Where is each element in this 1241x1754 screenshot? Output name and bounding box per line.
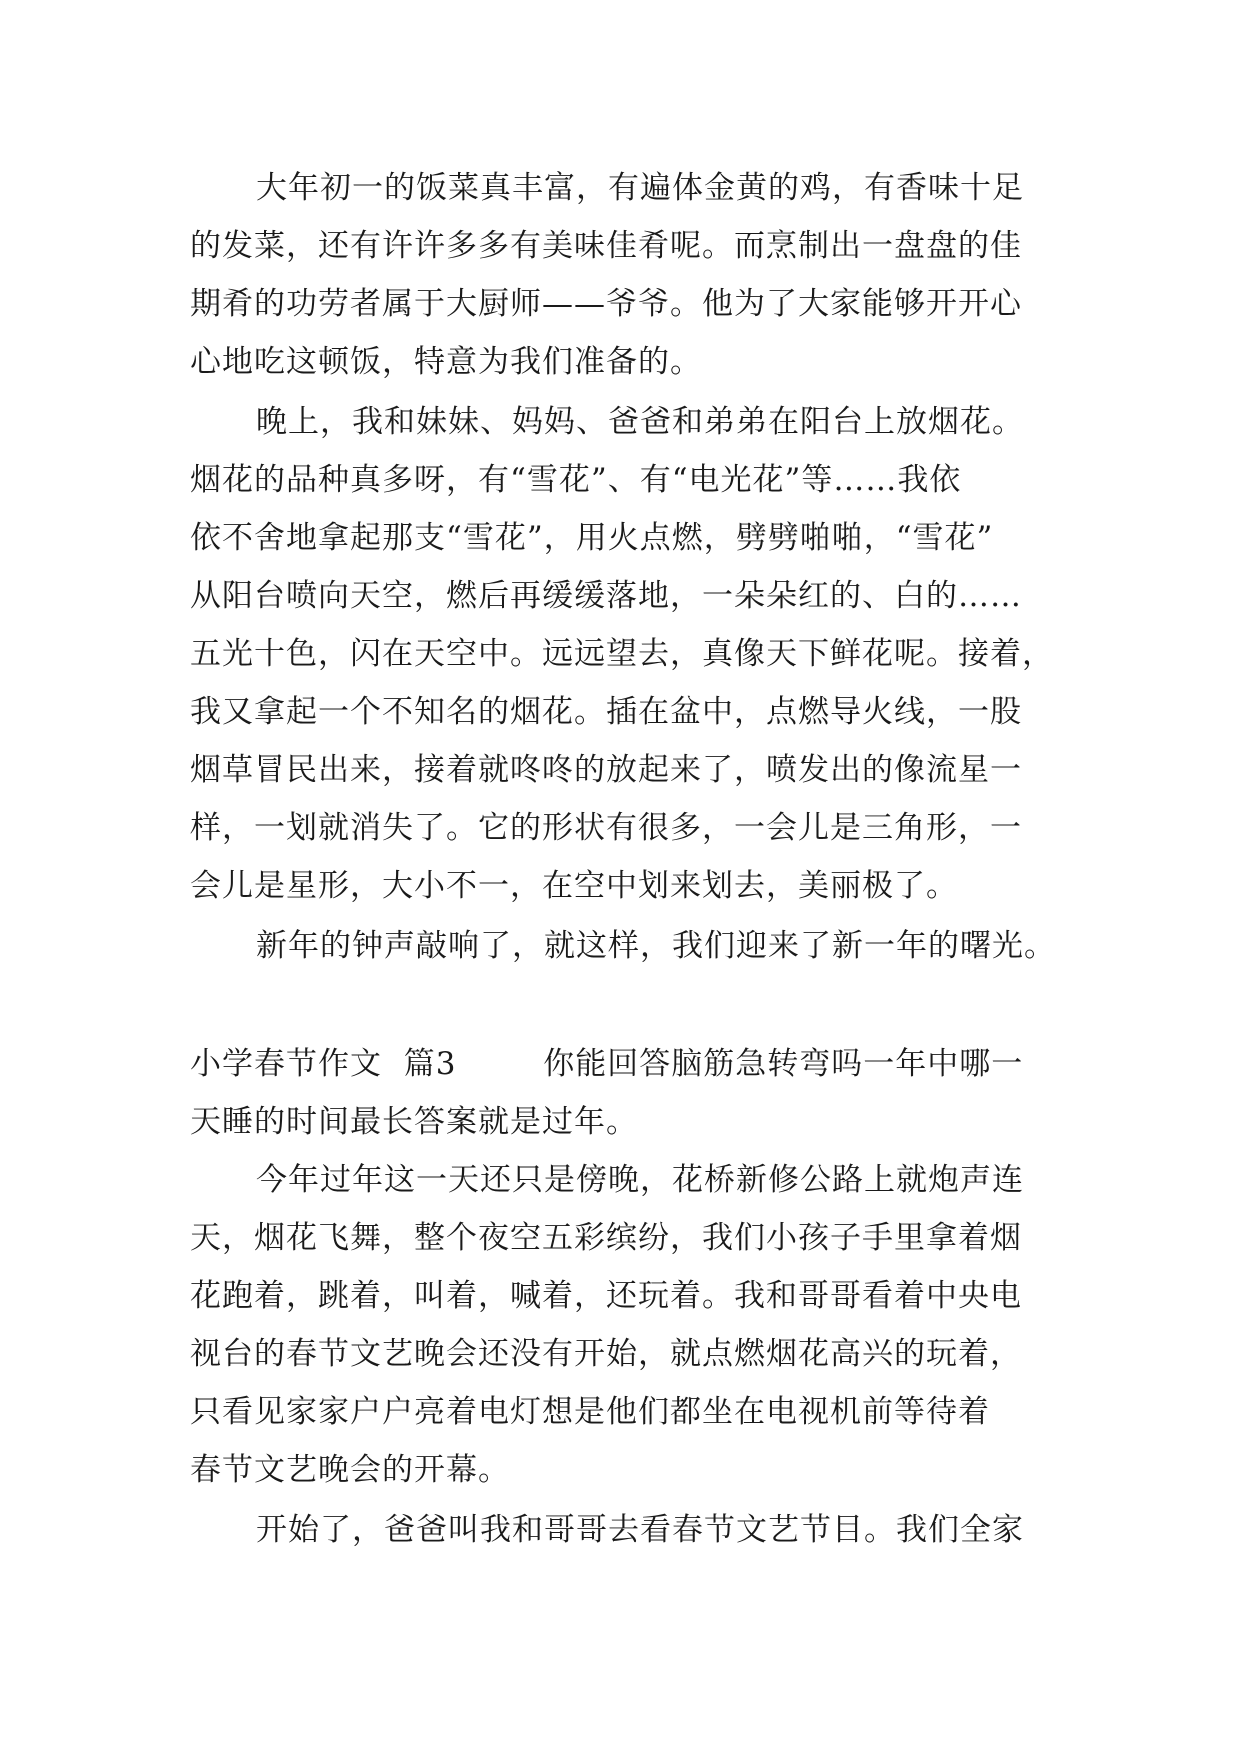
paragraph-line: 只看见家家户户亮着电灯想是他们都坐在电视机前等待着 [190, 1394, 990, 1430]
paragraph-line: 从阳台喷向天空，燃后再缓缓落地，一朵朵红的、白的…… [190, 578, 1022, 614]
paragraph-line: 五光十色，闪在天空中。远远望去，真像天下鲜花呢。接着， [190, 636, 1054, 672]
section-heading-line: 小学春节作文 篇3 你能回答脑筋急转弯吗一年中哪一 [190, 1046, 1024, 1082]
paragraph-line: 会儿是星形，大小不一，在空中划来划去，美丽极了。 [190, 868, 958, 904]
paragraph-line: 天睡的时间最长答案就是过年。 [190, 1104, 638, 1140]
paragraph-line: 样，一划就消失了。它的形状有很多，一会儿是三角形，一 [190, 810, 1022, 846]
paragraph-line: 春节文艺晚会的开幕。 [190, 1452, 510, 1488]
paragraph-line: 期肴的功劳者属于大厨师——爷爷。他为了大家能够开开心 [190, 286, 1022, 322]
paragraph-line: 今年过年这一天还只是傍晚，花桥新修公路上就炮声连 [256, 1162, 1024, 1198]
paragraph-line: 花跑着，跳着，叫着，喊着，还玩着。我和哥哥看着中央电 [190, 1278, 1022, 1314]
paragraph-line: 新年的钟声敲响了，就这样，我们迎来了新一年的曙光。 [256, 928, 1056, 964]
paragraph-line: 烟草冒民出来，接着就咚咚的放起来了，喷发出的像流星一 [190, 752, 1022, 788]
paragraph-line: 视台的春节文艺晚会还没有开始，就点燃烟花高兴的玩着， [190, 1336, 1022, 1372]
paragraph-line: 依不舍地拿起那支“雪花”，用火点燃，劈劈啪啪，“雪花” [190, 520, 994, 556]
paragraph-line: 我又拿起一个不知名的烟花。插在盆中，点燃导火线，一股 [190, 694, 1022, 730]
paragraph-line: 天，烟花飞舞，整个夜空五彩缤纷，我们小孩子手里拿着烟 [190, 1220, 1022, 1256]
paragraph-line: 晚上，我和妹妹、妈妈、爸爸和弟弟在阳台上放烟花。 [256, 404, 1024, 440]
paragraph-line: 大年初一的饭菜真丰富，有遍体金黄的鸡，有香味十足 [256, 170, 1024, 206]
paragraph-line: 心地吃这顿饭，特意为我们准备的。 [190, 344, 702, 380]
paragraph-line: 烟花的品种真多呀，有“雪花”、有“电光花”等……我依 [190, 462, 962, 498]
paragraph-line: 开始了，爸爸叫我和哥哥去看春节文艺节目。我们全家 [256, 1512, 1024, 1548]
paragraph-line: 的发菜，还有许许多多有美味佳肴呢。而烹制出一盘盘的佳 [190, 228, 1022, 264]
